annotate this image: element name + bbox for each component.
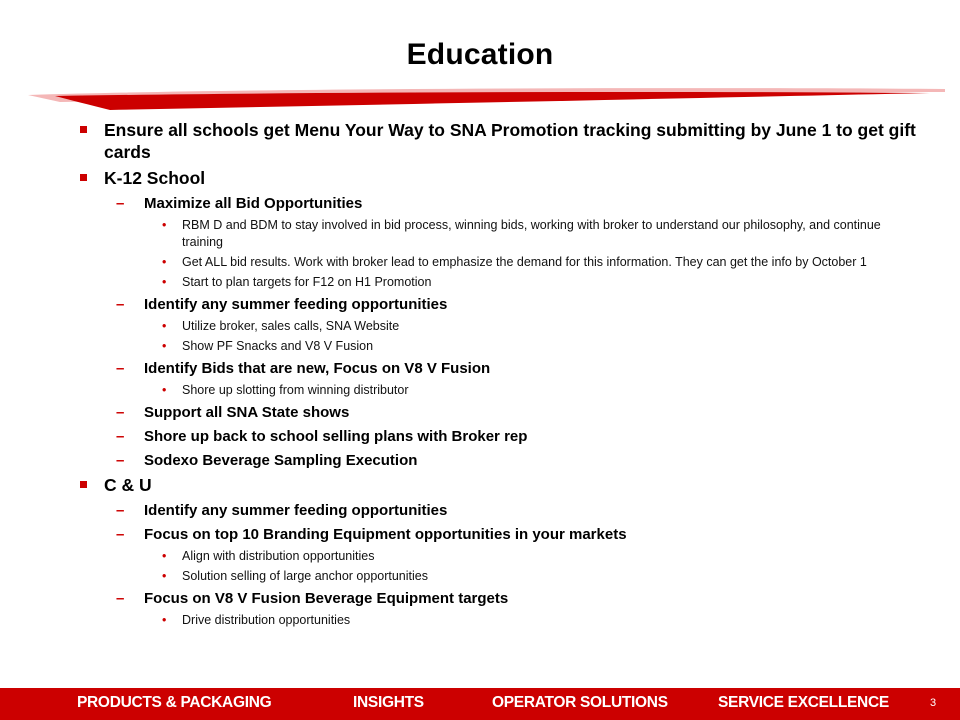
- bullet-level2-text: Sodexo Beverage Sampling Execution: [144, 452, 418, 469]
- bullet-level2-marker: –: [116, 590, 125, 607]
- footer-item-products-packaging: PRODUCTS & PACKAGING: [77, 694, 272, 711]
- bullet-level2: [76, 402, 916, 423]
- bullet-level2-text: Maximize all Bid Opportunities: [144, 195, 363, 212]
- bullet-level2-marker: –: [116, 360, 125, 377]
- bullet-level3-marker: •: [162, 218, 167, 232]
- bullet-level3-text: Align with distribution opportunities: [182, 549, 375, 563]
- bullet-level1: [76, 474, 916, 496]
- bullet-level2: [76, 193, 916, 214]
- bullet-level2-text: Focus on top 10 Branding Equipment opportunities in your markets: [144, 526, 627, 543]
- bullet-level2: [76, 450, 916, 471]
- bullet-level3-marker: •: [162, 255, 167, 269]
- bullet-level2-marker: –: [116, 428, 125, 445]
- bullet-level3-marker: •: [162, 383, 167, 397]
- bullet-level2-text: Identify any summer feeding opportunities: [144, 502, 448, 519]
- bullet-level3: [76, 612, 916, 629]
- bullet-level2-marker: –: [116, 502, 125, 519]
- footer-item-operator-solutions: OPERATOR SOLUTIONS: [492, 694, 668, 711]
- bullet-level3-text: Start to plan targets for F12 on H1 Promotion: [182, 275, 432, 289]
- bullet-level2-text: Focus on V8 V Fusion Beverage Equipment targets: [144, 590, 509, 607]
- bullet-level3-text: Get ALL bid results. Work with broker lead to emphasize the demand for this information. They can get the info by October 1: [182, 255, 867, 269]
- bullet-level2-marker: –: [116, 195, 125, 212]
- bullet-level3-text: Drive distribution opportunities: [182, 613, 351, 627]
- bullet-level1-text: K-12 School: [104, 168, 206, 188]
- bullet-level3-text: Solution selling of large anchor opportunities: [182, 569, 428, 583]
- bullet-level3: [76, 254, 916, 271]
- bullet-list: [76, 116, 916, 632]
- bullet-level3: [76, 217, 916, 251]
- footer-bar: [0, 688, 960, 720]
- bullet-level2: [76, 524, 916, 545]
- bullet-level1-marker: [80, 174, 87, 181]
- bullet-level1-marker: [80, 126, 87, 133]
- title-swoosh-decoration: [0, 86, 960, 114]
- bullet-level2-marker: –: [116, 452, 125, 469]
- bullet-level2-text: Support all SNA State shows: [144, 404, 350, 421]
- bullet-level2-text: Identify any summer feeding opportunities: [144, 296, 448, 313]
- bullet-level3: [76, 274, 916, 291]
- bullet-level3-marker: •: [162, 569, 167, 583]
- bullet-level2-marker: –: [116, 296, 125, 313]
- bullet-level3-marker: •: [162, 549, 167, 563]
- bullet-level3-marker: •: [162, 339, 167, 353]
- bullet-level2: [76, 500, 916, 521]
- page-number: 3: [930, 697, 937, 709]
- slide-title: Education: [406, 38, 554, 71]
- bullet-level1-text: C & U: [104, 475, 152, 495]
- bullet-level3-marker: •: [162, 275, 167, 289]
- bullet-level1-text: Ensure all schools get Menu Your Way to SNA Promotion tracking submitting by June 1 to get gift cards: [104, 120, 916, 162]
- footer-item-service-excellence: SERVICE EXCELLENCE: [718, 694, 889, 711]
- bullet-level2: [76, 588, 916, 609]
- bullet-level2: [76, 358, 916, 379]
- bullet-level3-text: Shore up slotting from winning distributor: [182, 383, 409, 397]
- bullet-level3: [76, 318, 916, 335]
- bullet-level3: [76, 338, 916, 355]
- bullet-level1: [76, 119, 916, 163]
- bullet-level2: [76, 426, 916, 447]
- bullet-level2-marker: –: [116, 404, 125, 421]
- bullet-level1-marker: [80, 481, 87, 488]
- bullet-level3-marker: •: [162, 319, 167, 333]
- bullet-level3: [76, 382, 916, 399]
- bullet-level3: [76, 568, 916, 585]
- bullet-level3-text: RBM D and BDM to stay involved in bid process, winning bids, working with broker to understand our philosophy, and continue training: [182, 218, 881, 249]
- bullet-level2-marker: –: [116, 526, 125, 543]
- bullet-level2-text: Identify Bids that are new, Focus on V8 V Fusion: [144, 360, 491, 377]
- footer-item-insights: INSIGHTS: [353, 694, 424, 711]
- bullet-level1: [76, 167, 916, 189]
- bullet-level3-text: Show PF Snacks and V8 V Fusion: [182, 339, 374, 353]
- bullet-level2-text: Shore up back to school selling plans with Broker rep: [144, 428, 528, 445]
- bullet-level3-marker: •: [162, 613, 167, 627]
- bullet-level3: [76, 548, 916, 565]
- bullet-level2: [76, 294, 916, 315]
- bullet-level3-text: Utilize broker, sales calls, SNA Website: [182, 319, 400, 333]
